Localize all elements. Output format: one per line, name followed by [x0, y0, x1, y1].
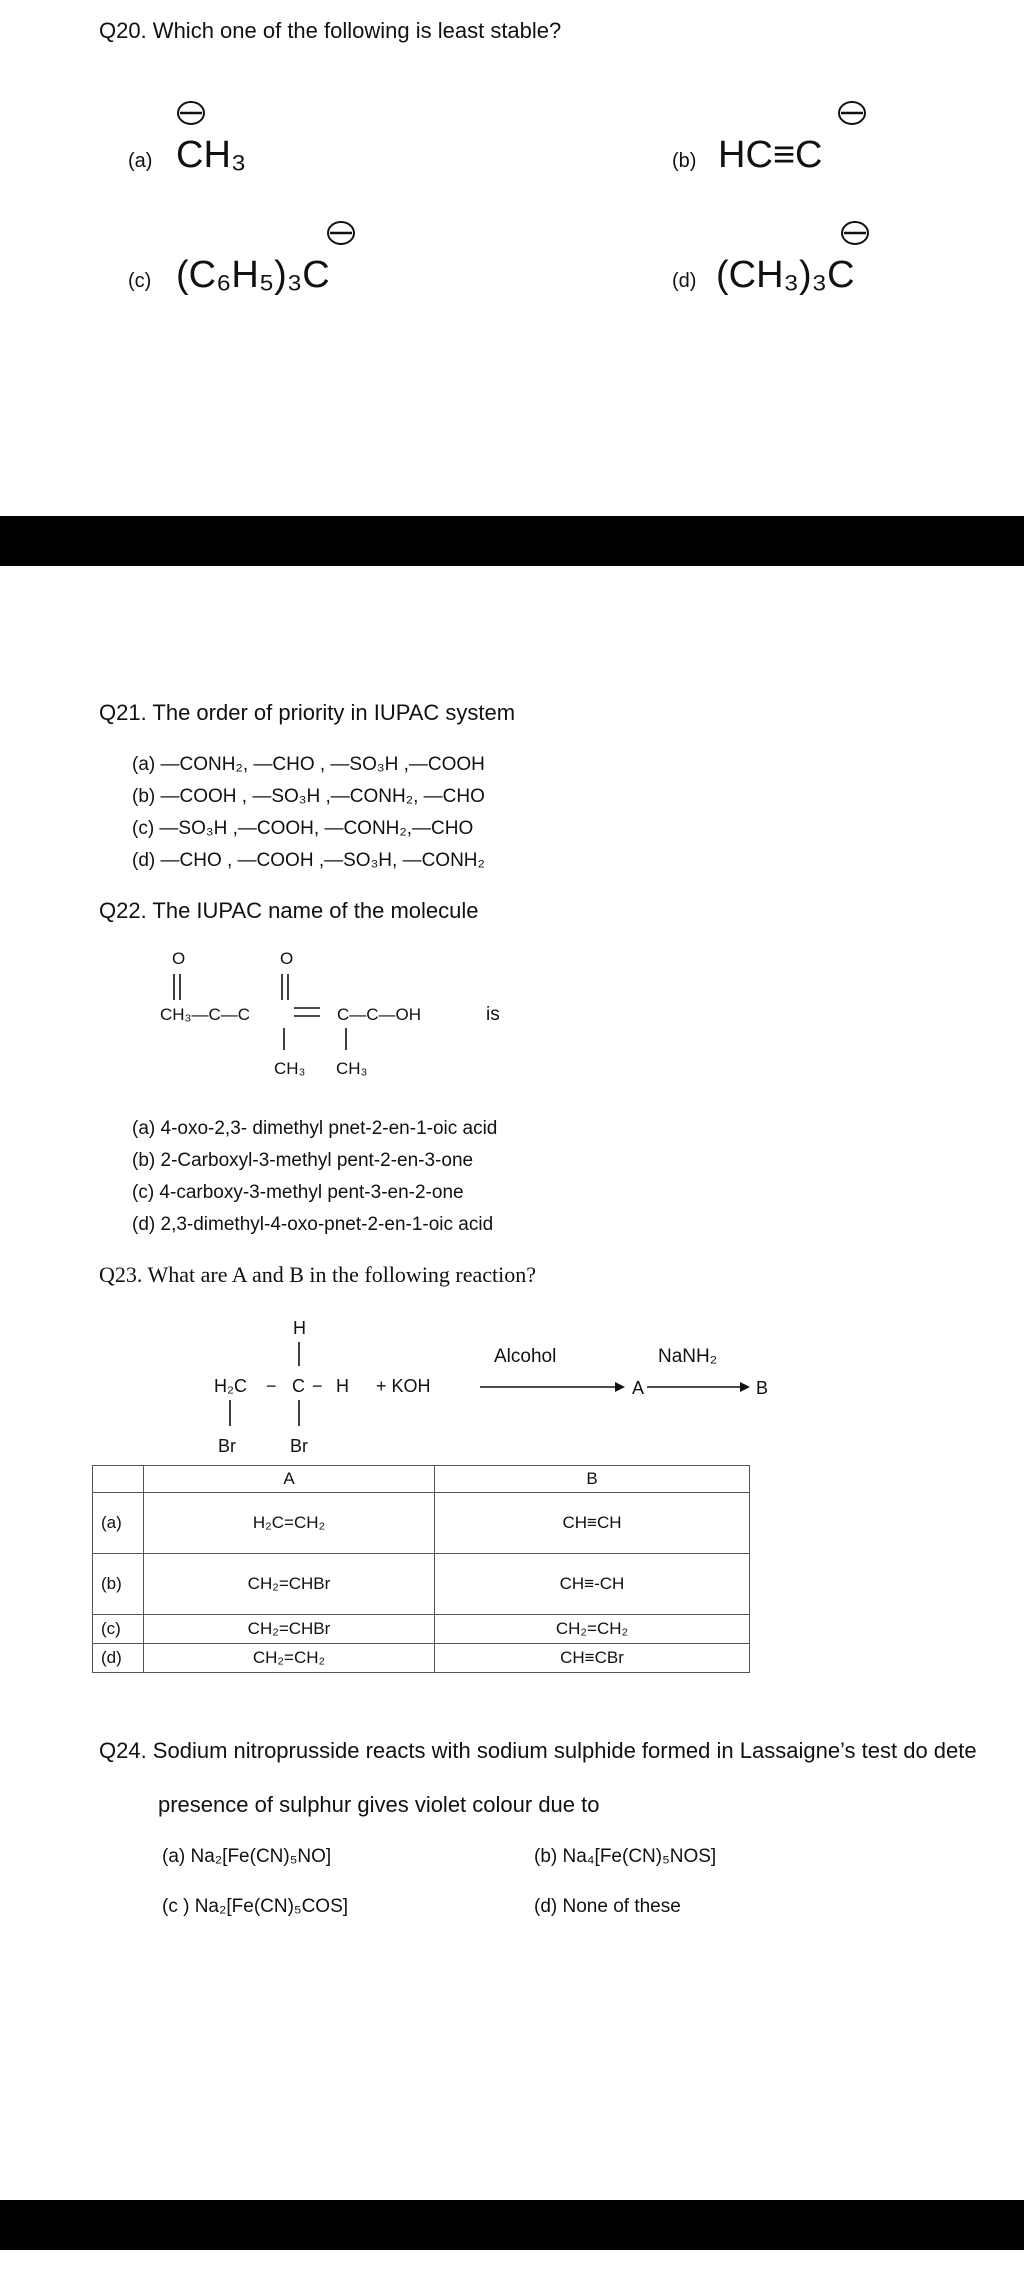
q24-option-d: (d) None of these	[534, 1896, 681, 1917]
q20-option-c-label: (c)	[128, 270, 152, 292]
q21-question: Q21. The order of priority in IUPAC system	[99, 700, 516, 725]
q24-option-b: (b) Na₄[Fe(CN)₅NOS]	[534, 1846, 717, 1867]
row-label: (a)	[93, 1493, 144, 1554]
q23-reaction-scheme	[200, 1310, 800, 1460]
q20-option-a-label: (a)	[128, 150, 153, 172]
q21-option-d: (d) —CHO , —COOH ,—SO₃H, —CONH₂	[132, 850, 485, 871]
negative-charge-icon	[176, 100, 206, 126]
q20-option-c-formula: (C₆H₅)₃C	[176, 254, 330, 296]
q24-question-line1: Q24. Sodium nitroprusside reacts with sodium sulphide formed in Lassaigne’s test do dete	[99, 1738, 977, 1763]
q22-option-a: (a) 4-oxo-2,3- dimethyl pnet-2-en-1-oic acid	[132, 1118, 498, 1139]
row-product-a: CH₂=CH₂	[144, 1644, 435, 1673]
row-product-a: H₂C=CH₂	[144, 1493, 435, 1554]
methyl-group-2: CH₃	[336, 1059, 368, 1078]
q20-option-b-label: (b)	[672, 150, 697, 172]
reactant-right-h: H	[336, 1376, 349, 1396]
table-row	[93, 1615, 750, 1644]
row-product-a: CH₂=CHBr	[144, 1554, 435, 1615]
q24-option-a: (a) Na₂[Fe(CN)₅NO]	[162, 1846, 332, 1867]
carbonyl-oxygen-1: O	[172, 950, 186, 968]
bromine-1: Br	[218, 1436, 236, 1456]
molecule-left-chain: CH₃—C—C	[160, 1005, 251, 1024]
row-product-b: CH≡CBr	[435, 1644, 750, 1673]
q21-option-b: (b) —COOH , —SO₃H ,—CONH₂, —CHO	[132, 786, 485, 807]
q22-molecule-structure	[160, 950, 540, 1095]
q22-option-b: (b) 2-Carboxyl-3-methyl pent-2-en-3-one	[132, 1150, 474, 1171]
arrow-head-icon	[740, 1382, 750, 1392]
q23-answer-table	[92, 1465, 750, 1673]
row-product-b: CH≡-CH	[435, 1554, 750, 1615]
negative-charge-icon	[326, 220, 356, 246]
negative-charge-icon	[840, 220, 870, 246]
table-row	[93, 1644, 750, 1673]
row-product-b: CH≡CH	[435, 1493, 750, 1554]
table-header-a: A	[144, 1466, 435, 1493]
reactant-top-h: H	[293, 1318, 306, 1338]
q22-option-c: (c) 4-carboxy-3-methyl pent-3-en-2-one	[132, 1182, 464, 1203]
reactant-left-carbon: H₂C	[214, 1376, 247, 1396]
table-header-b: B	[435, 1466, 750, 1493]
q23-question: Q23. What are A and B in the following reaction?	[99, 1262, 537, 1287]
q20-option-a-formula: CH₃	[176, 134, 247, 176]
q21-option-c: (c) —SO₃H ,—COOH, —CONH₂,—CHO	[132, 818, 474, 839]
molecule-suffix: is	[486, 1004, 500, 1025]
q20-option-b-formula: HC≡C	[718, 134, 823, 176]
redaction-bar	[0, 2200, 1024, 2250]
arrow-head-icon	[615, 1382, 625, 1392]
reactant-bond-2: −	[312, 1376, 323, 1396]
reactant-bond-1: −	[266, 1376, 277, 1396]
bromine-2: Br	[290, 1436, 308, 1456]
reactant-center-carbon: C	[292, 1376, 305, 1396]
row-product-b: CH₂=CH₂	[435, 1615, 750, 1644]
table-row	[93, 1493, 750, 1554]
redaction-bar	[0, 516, 1024, 566]
product-a: A	[632, 1378, 645, 1398]
condition-alcohol: Alcohol	[494, 1346, 557, 1367]
q21-option-a: (a) —CONH₂, —CHO , —SO₃H ,—COOH	[132, 754, 485, 775]
negative-charge-icon	[837, 100, 867, 126]
table-row	[93, 1554, 750, 1615]
q20-option-d-label: (d)	[672, 270, 697, 292]
q22-question: Q22. The IUPAC name of the molecule	[99, 898, 479, 923]
q22-option-d: (d) 2,3-dimethyl-4-oxo-pnet-2-en-1-oic acid	[132, 1214, 494, 1235]
molecule-right-chain: C—C—OH	[337, 1005, 422, 1024]
q20-option-d-formula: (CH₃)₃C	[716, 254, 855, 296]
methyl-group-1: CH₃	[274, 1059, 306, 1078]
product-b: B	[756, 1378, 769, 1398]
row-label: (b)	[93, 1554, 144, 1615]
row-label: (c)	[93, 1615, 144, 1644]
q24-question-line2: presence of sulphur gives violet colour due to	[158, 1792, 600, 1817]
q24-option-c: (c ) Na₂[Fe(CN)₅COS]	[162, 1896, 349, 1917]
row-label: (d)	[93, 1644, 144, 1673]
table-header-row	[93, 1466, 750, 1493]
condition-nanh2: NaNH₂	[658, 1346, 718, 1367]
table-header-label	[93, 1466, 144, 1493]
carbonyl-oxygen-2: O	[280, 950, 294, 968]
reagent-koh: + KOH	[376, 1376, 431, 1396]
q20-question: Q20. Which one of the following is least stable?	[99, 18, 562, 43]
row-product-a: CH₂=CHBr	[144, 1615, 435, 1644]
